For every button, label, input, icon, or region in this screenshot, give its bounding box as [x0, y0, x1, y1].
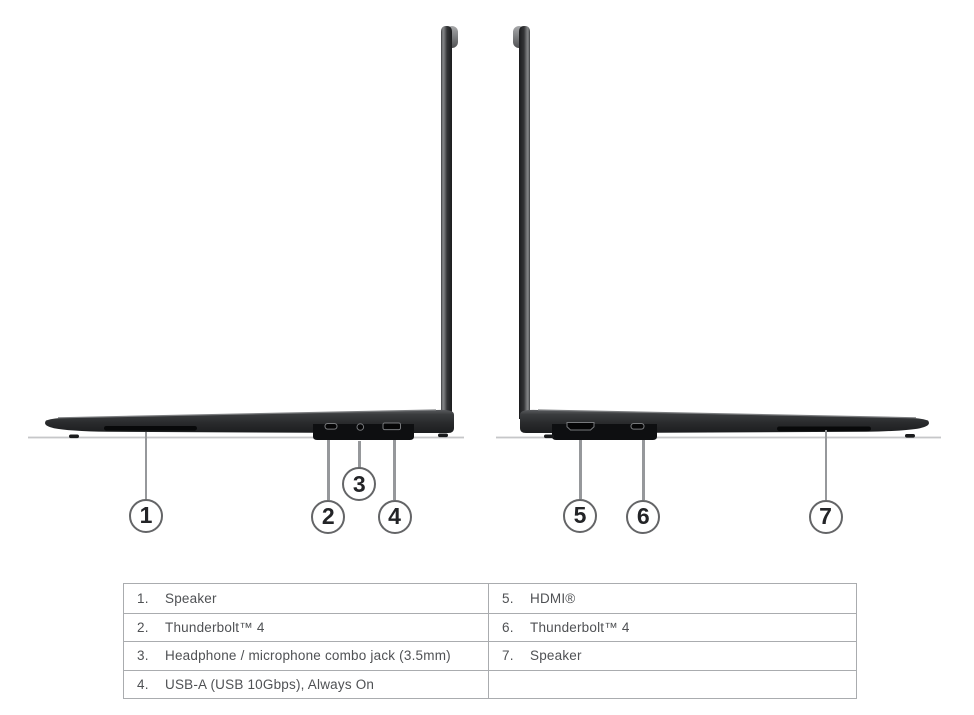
laptop-left-side-view	[28, 26, 464, 440]
item-number: 4.	[137, 676, 149, 692]
rubber-foot	[905, 434, 915, 438]
screen-lid	[441, 26, 452, 419]
callout-6: 6	[626, 500, 660, 534]
callout-line-2	[327, 440, 330, 500]
callout-line-7	[825, 430, 828, 500]
item-label: Speaker	[165, 590, 217, 606]
callout-line-4	[393, 440, 396, 500]
item-number: 6.	[502, 619, 514, 635]
item-number: 2.	[137, 619, 149, 635]
callout-3: 3	[342, 467, 376, 501]
callout-line-1	[145, 432, 148, 499]
screen-lid	[519, 26, 530, 419]
item-label: Speaker	[530, 648, 582, 664]
headphone-jack	[357, 424, 364, 431]
table-cell-7	[489, 641, 856, 670]
item-label: Headphone / microphone combo jack (3.5mm)	[165, 648, 451, 664]
callout-line-5	[579, 440, 582, 499]
callout-7: 7	[809, 500, 843, 534]
ports-legend-table	[123, 583, 857, 699]
hdmi-port	[567, 423, 594, 431]
table-cell-2	[124, 613, 489, 642]
table-cell-3	[124, 641, 489, 670]
callout-line-6	[642, 440, 645, 500]
callout-2: 2	[311, 500, 345, 534]
table-cell-4	[124, 670, 489, 699]
table-cell-1	[124, 584, 489, 613]
thunderbolt-usb-c-port	[325, 424, 337, 430]
item-number: 3.	[137, 648, 149, 664]
item-number: 5.	[502, 590, 514, 606]
table-cell-6	[489, 613, 856, 642]
callout-4: 4	[378, 500, 412, 534]
item-number: 7.	[502, 648, 514, 664]
rubber-foot	[438, 434, 448, 438]
rubber-foot	[69, 435, 79, 439]
usb-a-port	[383, 423, 401, 430]
laptop-right-side-view	[496, 26, 941, 440]
item-label: HDMI®	[530, 590, 576, 606]
callout-line-3	[358, 441, 361, 468]
callout-5: 5	[563, 499, 597, 533]
table-cell-5	[489, 584, 856, 613]
item-label: Thunderbolt™ 4	[165, 619, 265, 635]
item-label: Thunderbolt™ 4	[530, 619, 630, 635]
item-number: 1.	[137, 590, 149, 606]
callout-1: 1	[129, 499, 163, 533]
table-cell-empty	[489, 670, 856, 699]
speaker-grille	[104, 426, 197, 431]
thunderbolt-usb-c-port	[631, 424, 644, 430]
rubber-foot	[544, 435, 554, 439]
item-label: USB-A (USB 10Gbps), Always On	[165, 676, 375, 692]
